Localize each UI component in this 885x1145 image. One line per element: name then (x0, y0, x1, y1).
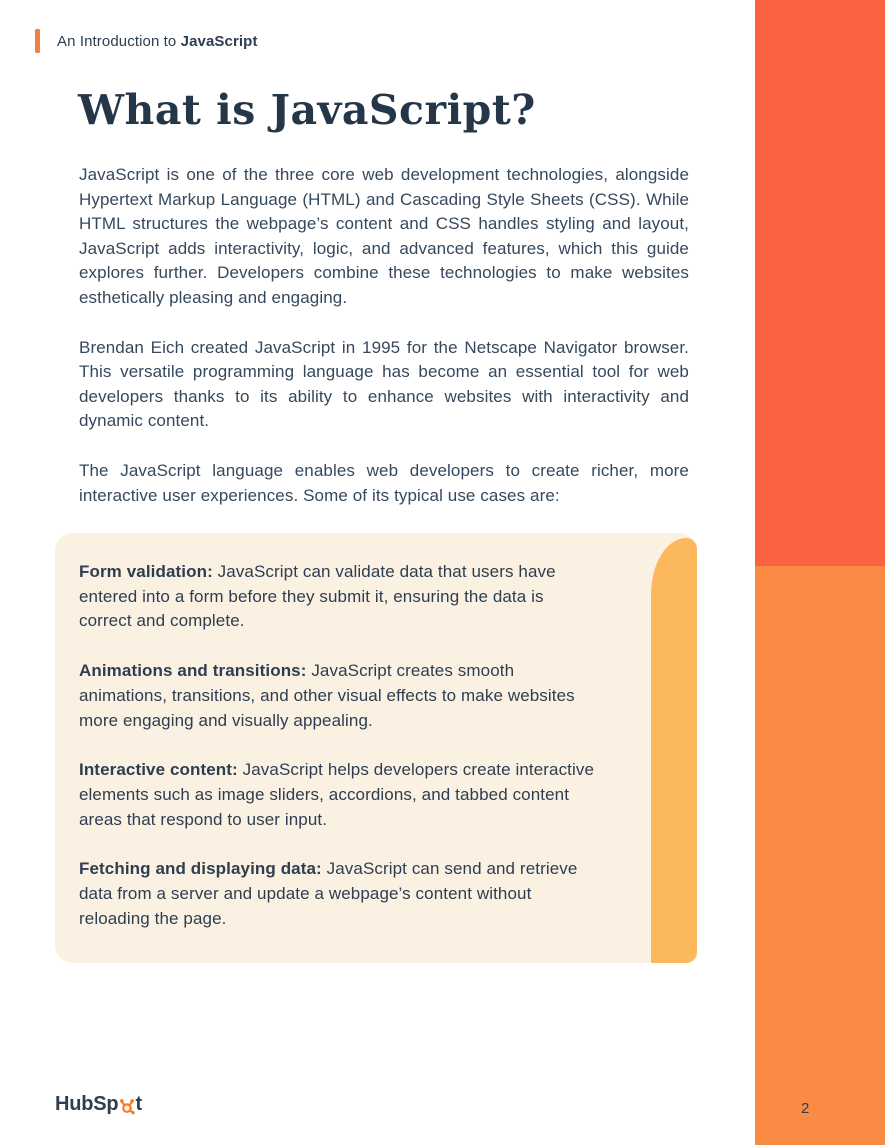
hubspot-logo (55, 1093, 142, 1116)
callout-item-fetching-data (79, 857, 597, 931)
side-rail-bottom-block (755, 566, 885, 1145)
callout-item-text: JavaScript can validate data that users have entered into a form before they submit it, ensuring the data is correct and complete. (79, 562, 556, 631)
eyebrow-text (57, 33, 258, 50)
logo-text-prefix: HubSp (55, 1093, 119, 1115)
callout-item-text: JavaScript helps developers create interactive elements such as image sliders, accordions, and tabbed content areas that respond to user input. (79, 760, 595, 829)
hubspot-sprocket-icon (119, 1097, 135, 1115)
callout-item-text: JavaScript can send and retrieve data from a server and update a webpage’s content without reloading the page. (79, 859, 578, 928)
callout-item-interactive-content (79, 758, 597, 832)
page-number: 2 (801, 1100, 810, 1117)
use-cases-callout-card (55, 533, 697, 963)
callout-body (55, 533, 697, 931)
callout-item-form-validation (79, 560, 597, 634)
page-title: What is JavaScript? (78, 86, 536, 134)
header-accent-bar (35, 29, 40, 53)
callout-item-text: JavaScript creates smooth animations, transitions, and other visual effects to make websites more engaging and visually appealing. (79, 661, 575, 730)
side-rail (755, 0, 885, 1145)
callout-item-lead: Fetching and displaying data: (79, 859, 322, 879)
logo-text-suffix: t (135, 1093, 142, 1115)
side-rail-top-block (755, 0, 885, 566)
eyebrow-title: JavaScript (180, 32, 258, 50)
paragraph-intro: JavaScript is one of the three core web development technologies, alongside Hypertext Markup Language (HTML) and Cascading Style Sheets (CSS). While HTML structures the webpage’s content and CSS handles styling and layout, JavaScript adds interactivity, logic, and advanced features, which this guide explores further. Developers combine these technologies to make websites esthetically pleasing and engaging. (79, 165, 689, 307)
callout-item-lead: Animations and transitions: (79, 661, 307, 681)
callout-item-lead: Form validation: (79, 562, 213, 581)
header (35, 29, 258, 53)
paragraph-use-cases: The JavaScript language enables web developers to create richer, more interactive user experiences. Some of its typical use cases are: (79, 460, 689, 505)
eyebrow-prefix: An Introduction to (57, 32, 181, 50)
body-copy (79, 163, 689, 533)
callout-item-animations (79, 659, 597, 733)
callout-item-lead: Interactive content: (79, 760, 238, 780)
paragraph-history: Brendan Eich created JavaScript in 1995 for the Netscape Navigator browser. This versatile programming language has become an essential tool for web developers thanks to its ability to enhance websites with interactivity and dynamic content. (79, 337, 689, 431)
